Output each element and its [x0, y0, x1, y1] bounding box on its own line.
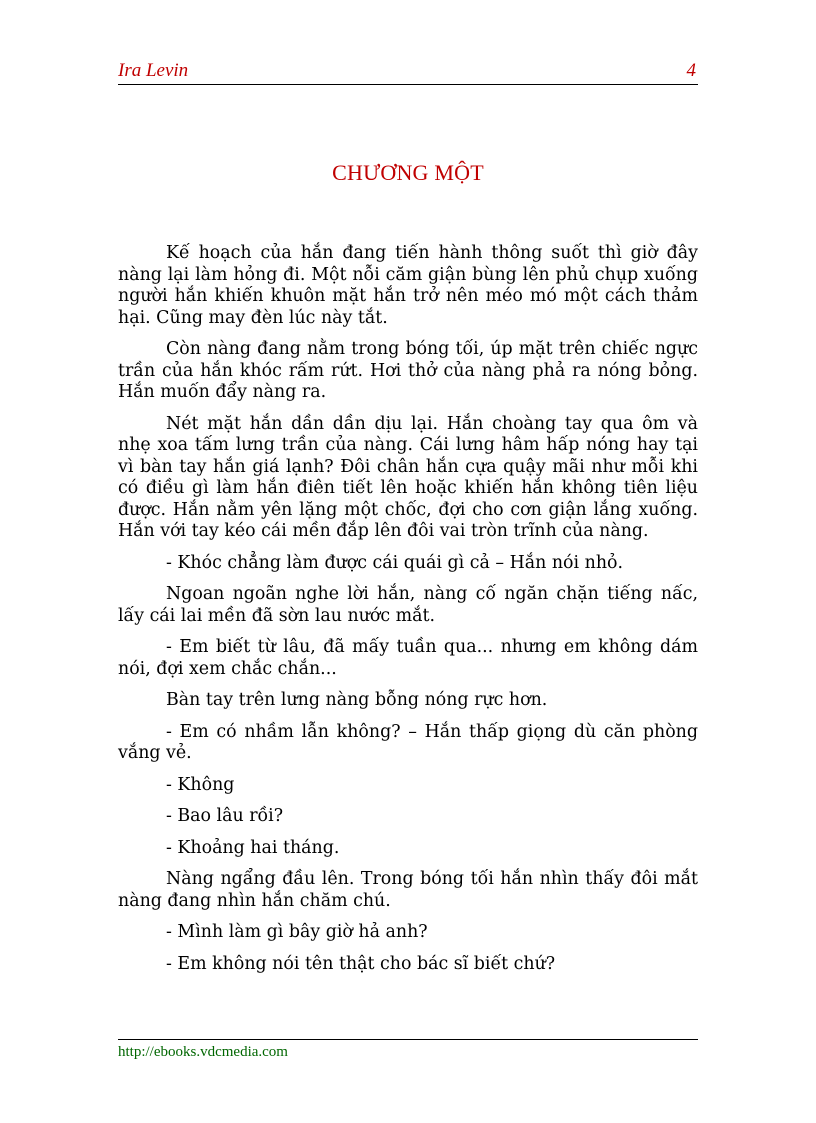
- paragraph: - Bao lâu rồi?: [166, 806, 284, 826]
- paragraph: - Khóc chẳng làm được cái quái gì cả – Hắn nói nhỏ.: [166, 552, 624, 573]
- paragraph: - Khoảng hai tháng.: [166, 837, 340, 858]
- paragraph: - Em không nói tên thật cho bác sĩ biết chứ?: [166, 953, 556, 974]
- page-header: [118, 58, 698, 85]
- header-author: Ira Levin: [118, 60, 189, 81]
- paragraph: Ngoan ngoãn nghe lời hắn, nàng cố ngăn chặn tiếng nấc, lấy cái lai mền đã sờn lau nước mắt.: [118, 584, 698, 626]
- paragraph: Nàng ngẩng đầu lên. Trong bóng tối hắn nhìn thấy đôi mắt nàng đang nhìn hắn chăm chú.: [118, 869, 698, 911]
- chapter-title: CHƯƠNG MỘT: [332, 160, 484, 185]
- paragraph: Nét mặt hắn dần dần dịu lại. Hắn choàng tay qua ôm và nhẹ xoa tấm lưng trần của nàng. Cái lưng hâm hấp nóng hay tại vì bàn tay hắn giá lạnh? Đôi chân hắn cựa quậy mãi như mỗi khi có điều gì làm hắn điên tiết lên hoặc khiến hắn không tiên liệu được. Hắn nằm yên lặng một chốc, đợi cho cơn giận lắng xuống. Hắn với tay kéo cái mền đắp lên đôi vai tròn trĩnh của nàng.: [118, 413, 698, 541]
- paragraph: - Mình làm gì bây giờ hả anh?: [166, 922, 428, 942]
- page-footer: [118, 1039, 698, 1061]
- paragraph: - Em biết từ lâu, đã mấy tuần qua... nhưng em không dám nói, đợi xem chắc chắn...: [118, 637, 698, 679]
- header-page-number: 4: [686, 60, 696, 81]
- paragraph: Kế hoạch của hắn đang tiến hành thông suốt thì giờ đây nàng lại làm hỏng đi. Một nỗi căm giận bùng lên phủ chụp xuống người hắn khiến khuôn mặt hắn trở nên méo mó một cách thảm hại. Cũng may đèn lúc này tắt.: [118, 243, 698, 328]
- paragraph: Bàn tay trên lưng nàng bỗng nóng rực hơn.: [166, 690, 548, 710]
- paragraph: Còn nàng đang nằm trong bóng tối, úp mặt trên chiếc ngực trần của hắn khóc rấm rứt. Hơi thở của nàng phả ra nóng bỏng. Hắn muốn đẩy nàng ra.: [118, 339, 698, 402]
- paragraph: - Em có nhầm lẫn không? – Hắn thấp giọng dù căn phòng vắng vẻ.: [118, 721, 698, 763]
- body-text: [118, 243, 698, 985]
- footer-url-link[interactable]: http://ebooks.vdcmedia.com: [118, 1044, 288, 1060]
- paragraph: - Không: [166, 774, 235, 795]
